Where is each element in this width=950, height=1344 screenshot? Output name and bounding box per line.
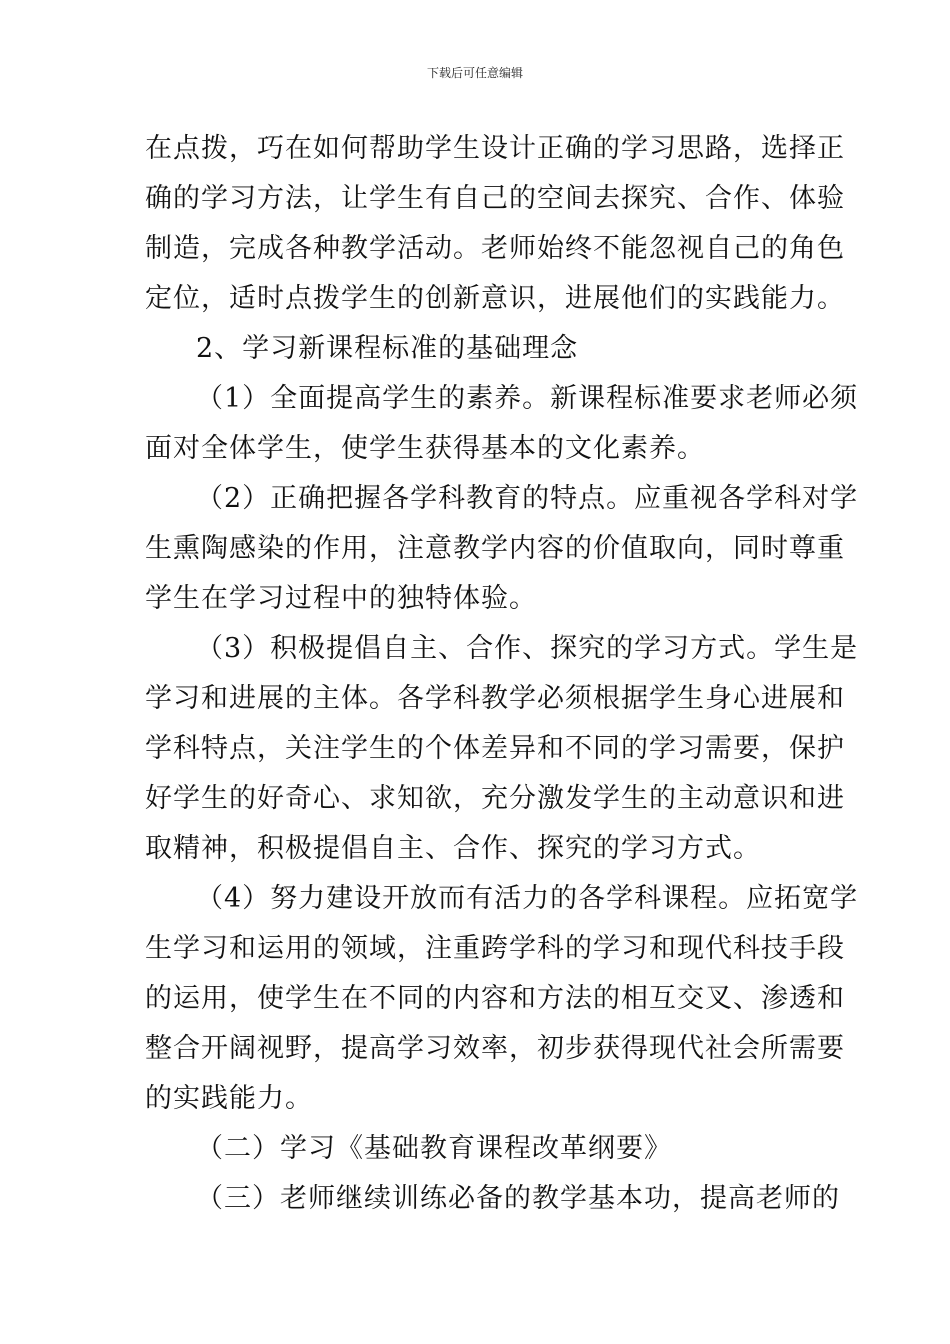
section-heading: （二）学习《基础教育课程改革纲要》 — [196, 1133, 672, 1164]
body-line: 学习和进展的主体。各学科教学必须根据学生身心进展和 — [145, 683, 845, 714]
body-line: （2）正确把握各学科教育的特点。应重视各学科对学 — [196, 483, 859, 514]
body-line: 取精神，积极提倡自主、合作、探究的学习方式。 — [145, 833, 761, 864]
body-line: 生学习和运用的领域，注重跨学科的学习和现代科技手段 — [145, 933, 845, 964]
body-line: 学生在学习过程中的独特体验。 — [145, 583, 537, 614]
body-line: 面对全体学生，使学生获得基本的文化素养。 — [145, 433, 705, 464]
body-line: 确的学习方法，让学生有自己的空间去探究、合作、体验 — [145, 183, 845, 214]
body-line: 整合开阔视野，提高学习效率，初步获得现代社会所需要 — [145, 1033, 845, 1064]
body-line: 学科特点，关注学生的个体差异和不同的学习需要，保护 — [145, 733, 845, 764]
body-line: 制造，完成各种教学活动。老师始终不能忽视自己的角色 — [145, 233, 845, 264]
body-line: 生熏陶感染的作用，注意教学内容的价值取向，同时尊重 — [145, 533, 845, 564]
body-line: 的运用，使学生在不同的内容和方法的相互交叉、渗透和 — [145, 983, 845, 1014]
body-line: 的实践能力。 — [145, 1083, 313, 1114]
section-heading: （三）老师继续训练必备的教学基本功，提高老师的 — [196, 1183, 840, 1214]
section-heading: 2、学习新课程标准的基础理念 — [196, 333, 579, 364]
body-line: （1）全面提高学生的素养。新课程标准要求老师必须 — [196, 383, 859, 414]
body-line: 定位，适时点拨学生的创新意识，进展他们的实践能力。 — [145, 283, 845, 314]
body-line: （4）努力建设开放而有活力的各学科课程。应拓宽学 — [196, 883, 859, 914]
page-header: 下载后可任意编辑 — [426, 66, 523, 80]
body-line: （3）积极提倡自主、合作、探究的学习方式。学生是 — [196, 633, 859, 664]
body-line: 好学生的好奇心、求知欲，充分激发学生的主动意识和进 — [145, 783, 845, 814]
body-line: 在点拨，巧在如何帮助学生设计正确的学习思路，选择正 — [145, 133, 845, 164]
